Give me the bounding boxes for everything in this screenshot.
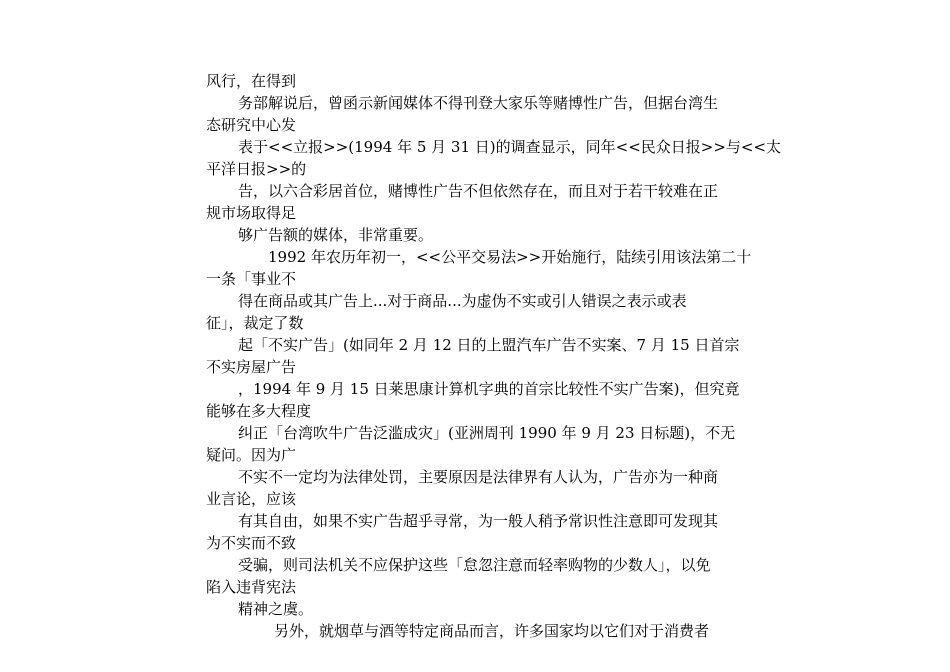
text-line: 风行，在得到 bbox=[206, 72, 297, 90]
document-body bbox=[206, 70, 782, 642]
text-line: 受骗，则司法机关不应保护这些「怠忽注意而轻率购物的少数人」，以免 bbox=[238, 556, 711, 574]
text-line: 不实房屋广告 bbox=[206, 358, 297, 376]
text-line: 够广告额的媒体，非常重要。 bbox=[238, 226, 434, 244]
text-line: 征」，裁定了数 bbox=[206, 314, 304, 332]
text-line: 能够在多大程度 bbox=[206, 402, 312, 420]
text-line: 起「不实广告」(如同年 2 月 12 日的上盟汽车广告不实案、7 月 15 日首宗 bbox=[238, 336, 740, 354]
text-line: 告，以六合彩居首位，赌博性广告不但依然存在，而且对于若干较难在正 bbox=[238, 182, 719, 200]
text-line: 得在商品或其广告上...对于商品...为虚伪不实或引人错误之表示或表 bbox=[238, 292, 687, 310]
text-line: 态研究中心发 bbox=[206, 116, 297, 134]
text-line: 精神之虞。 bbox=[238, 600, 314, 618]
text-line: 纠正「台湾吹牛广告泛滥成灾」(亚洲周刊 1990 年 9 月 23 日标题)，不无 bbox=[238, 424, 736, 442]
text-line: 疑问。因为广 bbox=[206, 446, 297, 464]
text-line: 另外，就烟草与酒等特定商品而言，许多国家均以它们对于消费者 bbox=[274, 622, 710, 640]
text-line: 不实不一定均为法律处罚，主要原因是法律界有人认为，广告亦为一种商 bbox=[238, 468, 719, 486]
text-line: 1992 年农历年初一，<<公平交易法>>开始施行，陆续引用该法第二十 bbox=[268, 248, 752, 266]
text-line: 平洋日报>>的 bbox=[206, 160, 307, 178]
text-line: 陷入违背宪法 bbox=[206, 578, 297, 596]
text-line: 表于<<立报>>(1994 年 5 月 31 日)的调查显示，同年<<民众日报>>与<<太 bbox=[238, 138, 782, 156]
text-line: 一条「事业不 bbox=[206, 270, 297, 288]
text-line: 规市场取得足 bbox=[206, 204, 297, 222]
text-line: 为不实而不致 bbox=[206, 534, 297, 552]
text-line: 有其自由，如果不实广告超乎寻常，为一般人稍予常识性注意即可发现其 bbox=[238, 512, 719, 530]
text-line: 业言论，应该 bbox=[206, 490, 297, 508]
text-line: 务部解说后，曾函示新闻媒体不得刊登大家乐等赌博性广告，但据台湾生 bbox=[238, 94, 719, 112]
text-line: ，1994 年 9 月 15 日莱思康计算机字典的首宗比较性不实广告案)，但究竟 bbox=[238, 380, 740, 398]
